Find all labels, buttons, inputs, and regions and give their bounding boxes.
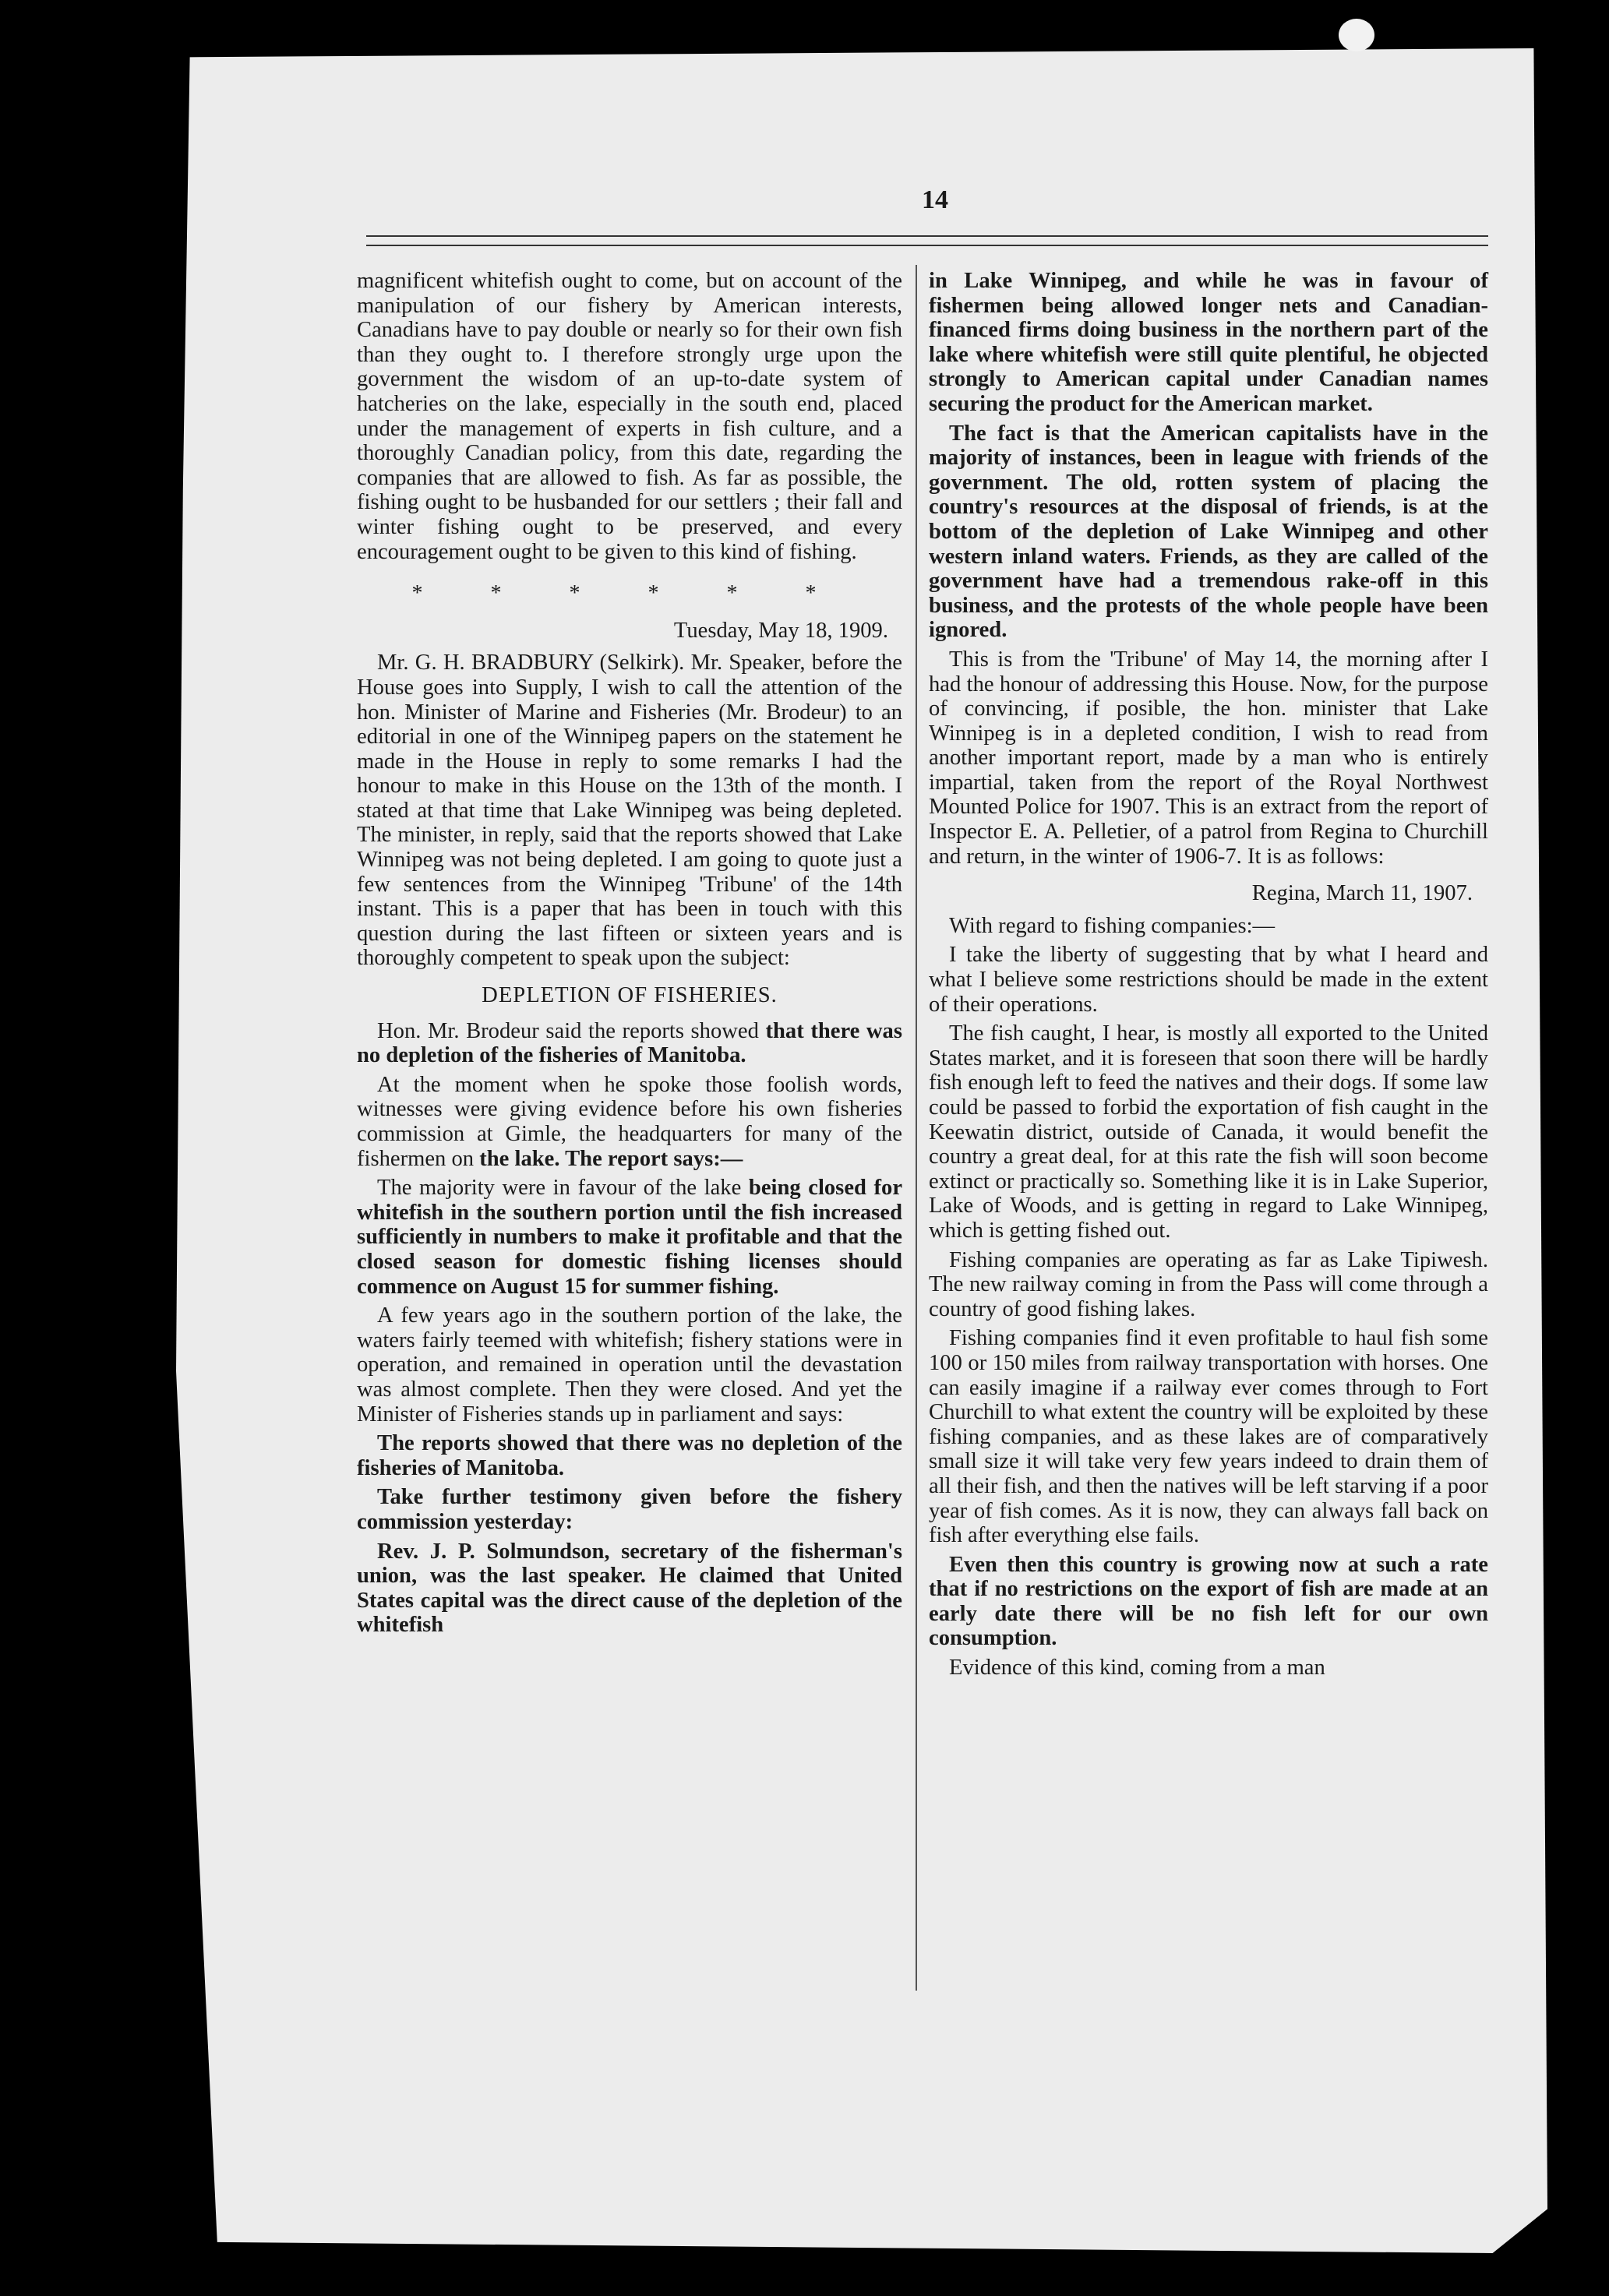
speech-paragraph: This is from the 'Tribune' of May 14, the morning after I had the honour of addressing this House. Now, for the purpose of convincing, if posible, the hon. minister that Lake Winnipeg is in a depleted condition, I wish to read from another important report, made by a man who is entirely impartial, taken from the report of the Royal Northwest Mounted Police for 1907. This is an extract from the report of Inspector E. A. Pelletier, of a patrol from Regina to Churchill and return, in the winter of 1906-7. It is as follows: [929,647,1488,869]
header-rule [366,235,1488,246]
quote-paragraph: The fact is that the American capitalists have in the majority of instances, been in league with friends of the government. The old, rotten system of placing the country's resources at the disposal of friends, is at the bottom of the depletion of Lake Winnipeg and other western inland waters. Friends, as they are called of the government have had a tremendous rake-off in this business, and the protests of the whole people have been ignored. [929,421,1488,643]
quote-paragraph: Hon. Mr. Brodeur said the reports showed that there was no depletion of the fisheries of Manitoba. [357,1018,902,1068]
section-separator-stars: * * * * * * [411,581,848,606]
letter-paragraph: The fish caught, I hear, is mostly all exported to the United States market, and it is foreseen that soon there will be hardly fish enough left to feed the natives and their dogs. If some law could be passed to forbid the exportation of fish caught in the Keewatin district, outside of Canada, it would benefit the country a great deal, for at this rate the fish will soon become extinct or practically so. Something like it is in Lake Superior, Lake of Woods, and is getting in regard to Lake Winnipeg, which is getting fished out. [929,1021,1488,1243]
column-divider [916,265,917,1991]
quote-paragraph: A few years ago in the southern portion of the lake, the waters fairly teemed with whitefish; fishery stations were in operation, and remained in operation until the devastation was almost complete. Then they were closed. And yet the Minister of Fisheries stands up in parliament and says: [357,1303,902,1427]
quote-paragraph: Take further testimony given before the fishery commission yesterday: [357,1485,902,1534]
scan-artifact-blot [1339,19,1374,51]
letter-paragraph: I take the liberty of suggesting that by what I heard and what I believe some restrictions should be made in the extent of their operations. [929,943,1488,1017]
speech-paragraph: Mr. G. H. BRADBURY (Selkirk). Mr. Speaker, before the House goes into Supply, I wish to call the attention of the hon. Minister of Marine and Fisheries (Mr. Brodeur) to an editorial in one of the Winnipeg papers on the statement he made in the House in reply to some remarks I had the honour to make in this House on the 13th of the month. I stated at that time that Lake Winnipeg was being depleted. The minister, in reply, said that the reports showed that Lake Winnipeg was not being depleted. I am going to quote just a few sentences from the Winnipeg 'Tribune' of the 14th instant. This is a paper that has been in touch with this question during the last fifteen or sixteen years and is thoroughly competent to speak upon the subject: [357,651,902,971]
letter-paragraph: Even then this country is growing now at such a rate that if no restrictions on the export of fish are made at an early date there will be no fish left for our own consumption. [929,1552,1488,1651]
letter-paragraph: With regard to fishing companies:— [949,913,1276,938]
speech-paragraph: Evidence of this kind, coming from a man [949,1656,1325,1681]
quote-paragraph: At the moment when he spoke those foolish words, witnesses were giving evidence before his own fisheries commission at Gimle, the headquarters for many of the fishermen on the lake. The report says:— [357,1072,902,1171]
letter-dateline: Regina, March 11, 1907. [1251,881,1473,906]
page-number: 14 [922,185,948,214]
paragraph: magnificent whitefish ought to come, but on account of the manipulation of our fishery by American interests, Canadians have to pay double or nearly so for their own fish than they ought to. I therefore strongly urge upon the government the wisdom of an up-to-date system of hatcheries on the lake, especially in the south end, placed under the management of experts in fish culture, and a thoroughly Canadian policy, from this date, regarding the companies that are allowed to fish. As far as possible, the fishing ought to be husbanded for our settlers ; their fall and winter fishing ought to be preserved, and every encouragement ought to be given to this kind of fishing. [357,269,902,564]
dateline: Tuesday, May 18, 1909. [673,618,888,643]
quote-paragraph: The majority were in favour of the lake being closed for whitefish in the southern portion until the fish increased sufficiently in numbers to make it profitable and that the closed season for domestic fishing licenses should commence on August 15 for summer fishing. [357,1176,903,1299]
right-column [929,269,1488,1685]
letter-paragraph: Fishing companies are operating as far as Lake Tipiwesh. The new railway coming in from the Pass will come through a country of good fishing lakes. [929,1247,1488,1321]
section-heading: DEPLETION OF FISHERIES. [482,983,778,1008]
left-column [357,269,902,1642]
letter-paragraph: Fishing companies find it even profitable to haul fish some 100 or 150 miles from railway transportation with horses. One can easily imagine if a railway ever comes through to Fort Churchill to what extent the country will be exploited by these fishing companies, and as these lakes are of comparatively small size it will take very few years indeed to drain them of all their fish, and then the natives will be left starving if a poor year of fish comes. As it is now, they can always fall back on fish after everything else fails. [929,1326,1488,1548]
quote-paragraph: Rev. J. P. Solmundson, secretary of the fisherman's union, was the last speaker. He claimed that United States capital was the direct cause of the depletion of the whitefish [357,1539,902,1638]
quote-paragraph: The reports showed that there was no depletion of the fisheries of Manitoba. [357,1431,902,1480]
quote-paragraph: in Lake Winnipeg, and while he was in favour of fishermen being allowed longer nets and Canadian-financed firms doing business in the northern part of the lake where whitefish were still quite plentiful, he objected strongly to American capital under Canadian names securing the product for the American market. [929,269,1488,416]
